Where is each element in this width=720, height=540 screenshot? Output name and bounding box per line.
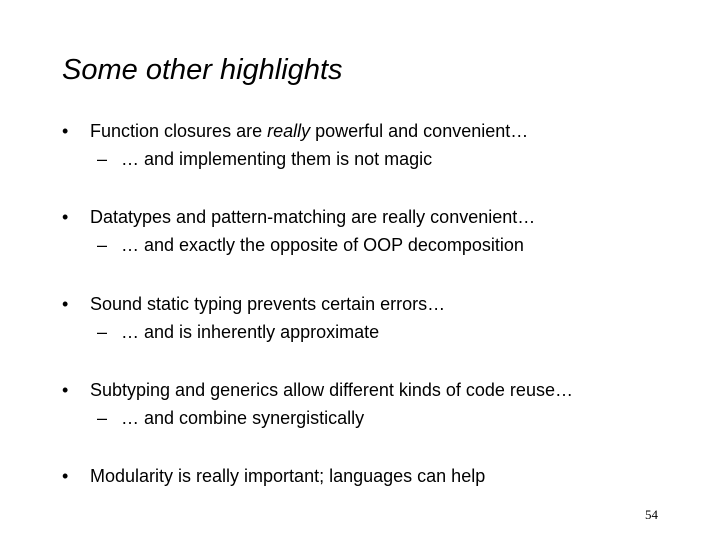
slide-title: Some other highlights <box>62 54 343 86</box>
bullet-text: Subtyping and generics allow different kinds of code reuse… <box>90 380 573 400</box>
page-number: 54 <box>645 507 658 522</box>
bullet-marker: • <box>62 294 69 314</box>
dash-marker: – <box>97 408 108 428</box>
dash-marker: – <box>97 149 108 169</box>
sub-bullet-text: … and combine synergistically <box>121 408 365 428</box>
bullet-text: Sound static typing prevents certain errors… <box>90 294 446 314</box>
bullet-text-part: Function closures are <box>90 121 268 141</box>
bullet-marker: • <box>62 380 69 400</box>
sub-bullet-text: … and is inherently approximate <box>121 322 380 342</box>
dash-marker: – <box>97 322 108 342</box>
dash-marker: – <box>97 235 108 255</box>
bullet-text: Datatypes and pattern-matching are really convenient… <box>90 207 536 227</box>
bullet-text-emphasis: really <box>267 121 311 141</box>
bullet-marker: • <box>62 121 69 141</box>
bullet-text-part: powerful and convenient… <box>310 121 529 141</box>
sub-bullet-text: … and implementing them is not magic <box>121 149 433 169</box>
sub-bullet-text: … and exactly the opposite of OOP decomposition <box>121 235 524 255</box>
bullet-marker: • <box>62 207 69 227</box>
bullet-marker: • <box>62 466 69 486</box>
bullet-text <box>90 120 528 142</box>
bullet-text: Modularity is really important; languages can help <box>90 466 486 486</box>
